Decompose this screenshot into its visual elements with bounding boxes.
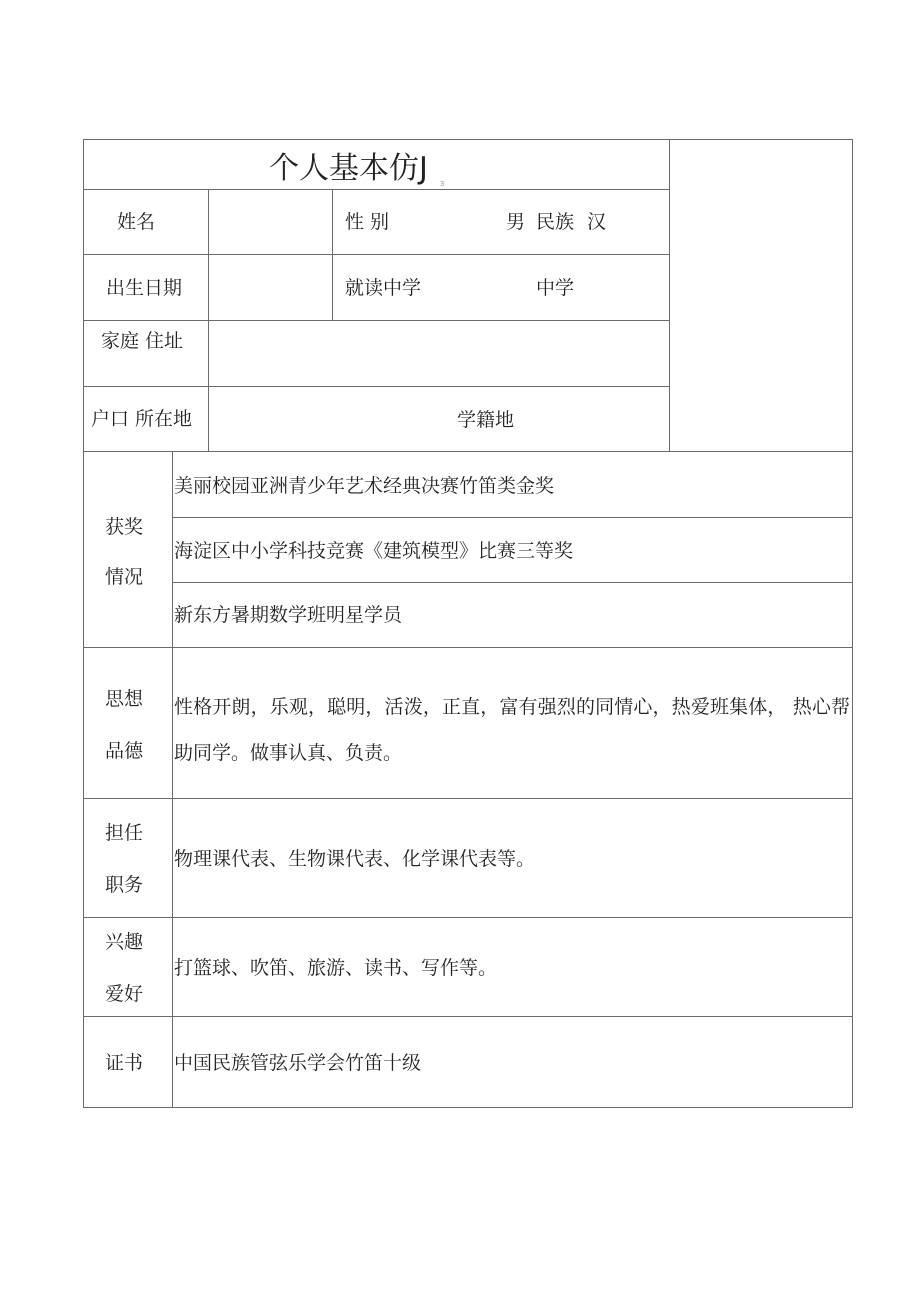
border-right xyxy=(852,139,853,1108)
award-item: 海淀区中小学科技竞赛《建筑模型》比赛三等奖 xyxy=(174,540,574,562)
award-item: 美丽校园亚洲青少年艺术经典决赛竹笛类金奖 xyxy=(174,475,555,497)
gender-label: 性 别 xyxy=(345,211,390,233)
ethnicity-label: 民族 xyxy=(536,211,575,233)
title-mark: 3 xyxy=(440,180,445,188)
positions-label-line1: 担任 xyxy=(105,822,144,844)
divider xyxy=(83,320,670,321)
divider xyxy=(332,189,333,321)
school-registration-label: 学籍地 xyxy=(457,409,515,431)
photo-column-divider xyxy=(669,139,670,452)
hobbies-label-line1: 兴趣 xyxy=(105,931,144,953)
award-item: 新东方暑期数学班明星学员 xyxy=(174,604,403,626)
divider xyxy=(172,582,853,583)
character-label-line1: 思想 xyxy=(105,688,144,710)
label-column-divider xyxy=(172,451,173,1108)
hobbies-label-line2: 爱好 xyxy=(105,983,144,1005)
border-top xyxy=(83,139,853,140)
school-label: 就读中学 xyxy=(345,277,422,299)
divider xyxy=(83,917,853,918)
awards-label-line2: 情况 xyxy=(105,566,144,588)
divider xyxy=(83,798,853,799)
certificates-label: 证书 xyxy=(105,1052,144,1074)
positions-text: 物理课代表、生物课代表、化学课代表等。 xyxy=(174,848,536,870)
birth-date-label: 出生日期 xyxy=(106,277,183,299)
home-address-label: 家庭 住址 xyxy=(101,330,184,352)
awards-label-line1: 获奖 xyxy=(105,516,144,538)
divider xyxy=(208,189,209,452)
name-label: 姓名 xyxy=(117,211,156,233)
certificates-text: 中国民族管弦乐学会竹笛十级 xyxy=(174,1052,422,1074)
divider xyxy=(83,386,670,387)
form-title: 个人基本仿J xyxy=(269,151,428,186)
hukou-label: 户口 所在地 xyxy=(91,408,193,430)
positions-label-line2: 职务 xyxy=(105,874,144,896)
border-bottom xyxy=(83,1107,853,1108)
divider xyxy=(83,1016,853,1017)
gender-value: 男 xyxy=(506,211,526,233)
ethnicity-value: 汉 xyxy=(587,211,607,233)
character-description: 性格开朗，乐观，聪明，活泼，正直，富有强烈的同情心，热爱班集体， 热心帮助同学。做事认真、负责。 xyxy=(174,696,850,764)
border-left xyxy=(83,139,84,1108)
divider xyxy=(83,451,853,452)
divider xyxy=(172,517,853,518)
divider xyxy=(83,647,853,648)
divider xyxy=(83,254,670,255)
school-value: 中学 xyxy=(536,277,575,299)
hobbies-text: 打篮球、吹笛、旅游、读书、写作等。 xyxy=(174,957,498,979)
divider xyxy=(83,189,670,190)
character-label-line2: 品德 xyxy=(105,740,144,762)
